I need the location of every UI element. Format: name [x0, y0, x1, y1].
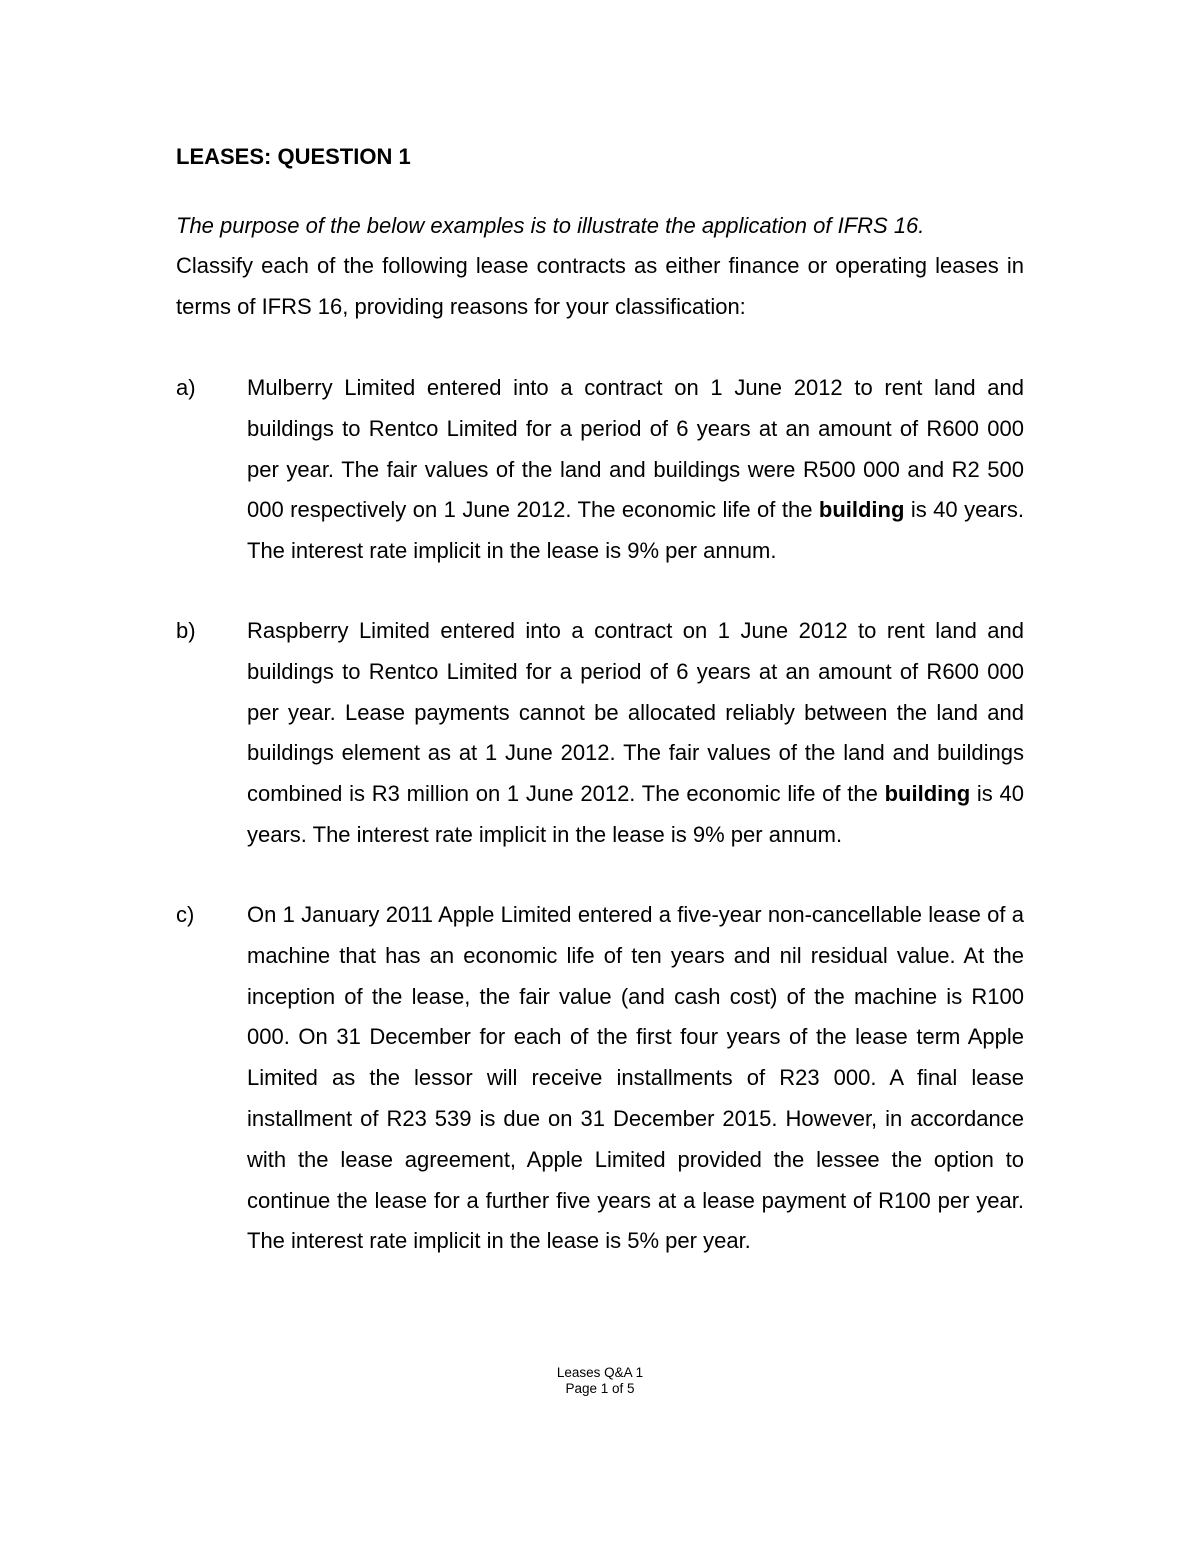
item-label: a) — [176, 375, 196, 400]
item-label: b) — [176, 618, 196, 643]
item-label: c) — [176, 902, 195, 927]
instruction-text: Classify each of the following lease contracts as either finance or operating leases in terms of IFRS 16, providing reasons for your classification: — [176, 253, 1024, 319]
emphasis-building: building — [884, 781, 971, 807]
list-item-b — [176, 611, 1024, 856]
footer-page-number: Page 1 of 5 — [565, 1381, 635, 1396]
emphasis-building: building — [818, 497, 905, 523]
item-body: Mulberry Limited entered into a contract on 1 June 2012 to rent land and buildings to Rentco Limited for a period of 6 years at an amount of R600 000 per year. The fair values of the land and buildings were R500 000 and R2 500 000 respectively on 1 June 2012. The economic life of the building is 40 years. The interest rate implicit in the lease is 9% per annum. — [247, 375, 1024, 564]
list-item-a — [176, 368, 1024, 572]
footer-title: Leases Q&A 1 — [556, 1365, 644, 1380]
page-title: LEASES: QUESTION 1 — [176, 144, 411, 169]
item-body: Raspberry Limited entered into a contract on 1 June 2012 to rent land and buildings to Rentco Limited for a period of 6 years at an amount of R600 000 per year. Lease payments cannot be allocated reliably between the land and buildings element as at 1 June 2012. The fair values of the land and buildings combined is R3 million on 1 June 2012. The economic life of the building is 40 years. The interest rate implicit in the lease is 9% per annum. — [247, 618, 1024, 847]
intro-purpose-text: The purpose of the below examples is to illustrate the application of IFRS 16. — [176, 213, 925, 238]
item-body: On 1 January 2011 Apple Limited entered a five-year non-cancellable lease of a machine that has an economic life of ten years and nil residual value. At the inception of the lease, the fair value (and cash cost) of the machine is R100 000. On 31 December for each of the first four years of the lease term Apple Limited as the lessor will receive installments of R23 000. A final lease installment of R23 539 is due on 31 December 2015. However, in accordance with the lease agreement, Apple Limited provided the lessee the option to continue the lease for a further five years at a lease payment of R100 per year. The interest rate implicit in the lease is 5% per year. — [247, 902, 1024, 1254]
list-item-c — [176, 895, 1024, 1262]
